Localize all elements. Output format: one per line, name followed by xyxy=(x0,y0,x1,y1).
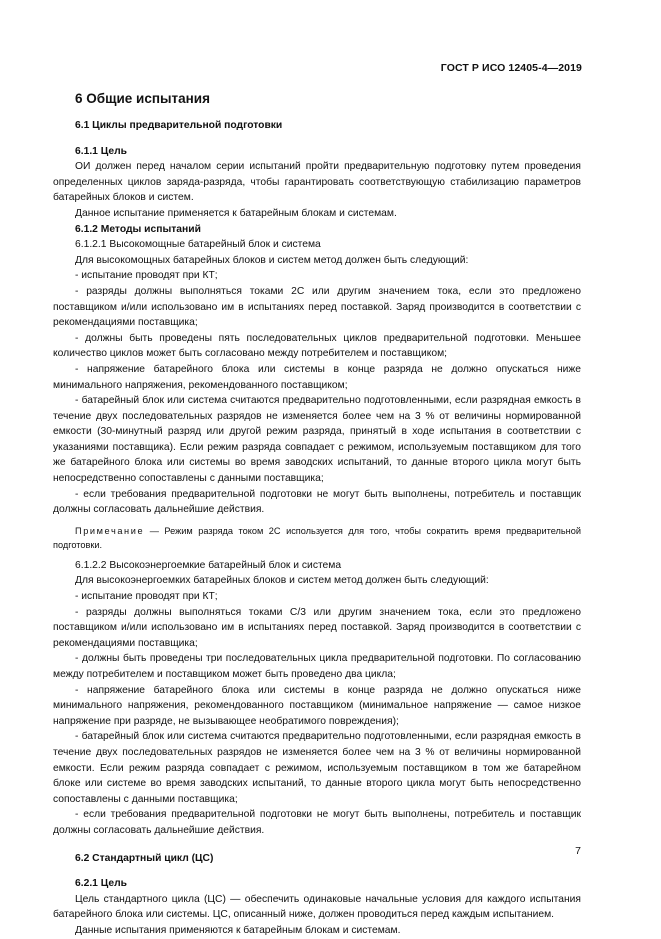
clause-6-1-2-2-title: 6.1.2.2 Высокоэнергоемкие батарейный блок и система xyxy=(75,559,342,571)
page-number: 7 xyxy=(575,845,581,857)
clause-6-2-1-title: 6.2.1 Цель xyxy=(75,878,128,890)
list-item: - батарейный блок или система считаются предварительно подготовленными, если разрядная емкость в течение двух последовательных разрядов не изменяется более чем на 3 % от величины нормированной емкости. Если режим разряда совпадает с режимом, используемым поставщиком в том же батарейном блоке или системе во время заводских испытаний, то данные второго цикла могут быть непосредственно сопоставлены с данными поставщика; xyxy=(53,731,581,805)
clause-6-2-1-applicability: Данные испытания применяются к батарейным блокам и системам. xyxy=(75,924,401,936)
list-item: - батарейный блок или система считаются предварительно подготовленными, если разрядная емкость в течение двух последовательных разрядов не изменяется более чем на 3 % от величины нормированной емкости (30-минутный разряд или другой режим разряда, принятый в ходе испытания в соответствии с указаниями поставщика). Если режим разряда совпадает с режимом, используемым поставщиком для того же батарейного блока или системы во время заводских испытаний, то данные второго цикла могут быть непосредственно сопоставлены с данными поставщика; xyxy=(53,395,581,485)
list-item: - разряды должны выполняться токами C/3 или другим значением тока, если это предложено поставщиком и/или использовано им в испытаниях перед поставкой. Заряд производится в соответствии с рекомендациями поставщика; xyxy=(53,606,581,649)
list-item: - напряжение батарейного блока или системы в конце разряда не должно опускаться ниже минимального напряжения, рекомендованного поставщиком; xyxy=(53,363,581,391)
clause-6-1-2-2-intro: Для высокоэнергоемких батарейных блоков и систем метод должен быть следующий: xyxy=(75,575,489,587)
document-code-header: ГОСТ Р ИСО 12405-4—2019 xyxy=(440,62,582,74)
list-item: - разряды должны выполняться токами 2C или другим значением тока, если это предложено поставщиком и/или использовано им в испытаниях перед поставкой. Заряд производится в соответствии с рекомендациями поставщика; xyxy=(53,285,581,329)
page-content xyxy=(53,90,581,939)
subsection-6-1-title: 6.1 Циклы предварительной подготовки xyxy=(75,120,283,131)
list-item: - испытание проводят при КТ; xyxy=(75,591,218,603)
list-item: - испытание проводят при КТ; xyxy=(75,270,218,282)
list-item: - если требования предварительной подготовки не могут быть выполнены, потребитель и поставщик должны согласовать дальнейшие действия. xyxy=(53,488,581,516)
note xyxy=(53,524,581,552)
clause-6-1-2-title: 6.1.2 Методы испытаний xyxy=(75,223,201,235)
list-item: - должны быть проведены три последовательных цикла предварительной подготовки. По согласованию между потребителем и поставщиком может быть проведено два цикла; xyxy=(53,653,581,680)
clause-6-1-1-applicability: Данное испытание применяется к батарейным блокам и системам. xyxy=(75,207,397,219)
clause-6-1-2-1-intro: Для высокомощных батарейных блоков и систем метод должен быть следующий: xyxy=(75,254,469,266)
clause-6-1-2-1-list xyxy=(53,268,581,518)
clause-6-1-2-1-title: 6.1.2.1 Высокомощные батарейный блок и система xyxy=(75,239,321,251)
list-item: - напряжение батарейного блока или системы в конце разряда не должно опускаться ниже минимального напряжения, рекомендованного поставщиком (минимальное напряжение — самое низкое напряжение при разряде, не вызывающее необратимого повреждения); xyxy=(53,684,581,727)
list-item: - должны быть проведены пять последовательных циклов предварительной подготовки. Меньшее количество циклов может быть согласовано между потребителем и поставщиком; xyxy=(53,332,581,360)
section-title: 6 Общие испытания xyxy=(75,91,210,106)
subsection-6-2-title: 6.2 Стандартный цикл (ЦС) xyxy=(75,852,214,864)
clause-6-1-1-title: 6.1.1 Цель xyxy=(75,145,128,157)
note-label: Примечание xyxy=(75,525,145,536)
clause-6-1-2-2-list xyxy=(53,589,581,839)
list-item: - если требования предварительной подготовки не могут быть выполнены, потребитель и поставщик должны согласовать дальнейшие действия. xyxy=(53,809,581,836)
note-text: — Режим разряда током 2C используется для того, чтобы сократить время предварительной подготовки. xyxy=(53,525,581,550)
clause-6-2-1-paragraph: Цель стандартного цикла (ЦС) — обеспечить одинаковые начальные условия для каждого испытания батарейного блока или системы. ЦС, описанный ниже, должен проводиться перед каждым испытанием. xyxy=(53,893,581,921)
clause-6-1-1-paragraph: ОИ должен перед началом серии испытаний пройти предварительную подготовку путем проведения определенных циклов заряда-разряда, чтобы гарантировать соответствующую стабилизацию параметров батарейных блоков и систем. xyxy=(53,161,581,204)
